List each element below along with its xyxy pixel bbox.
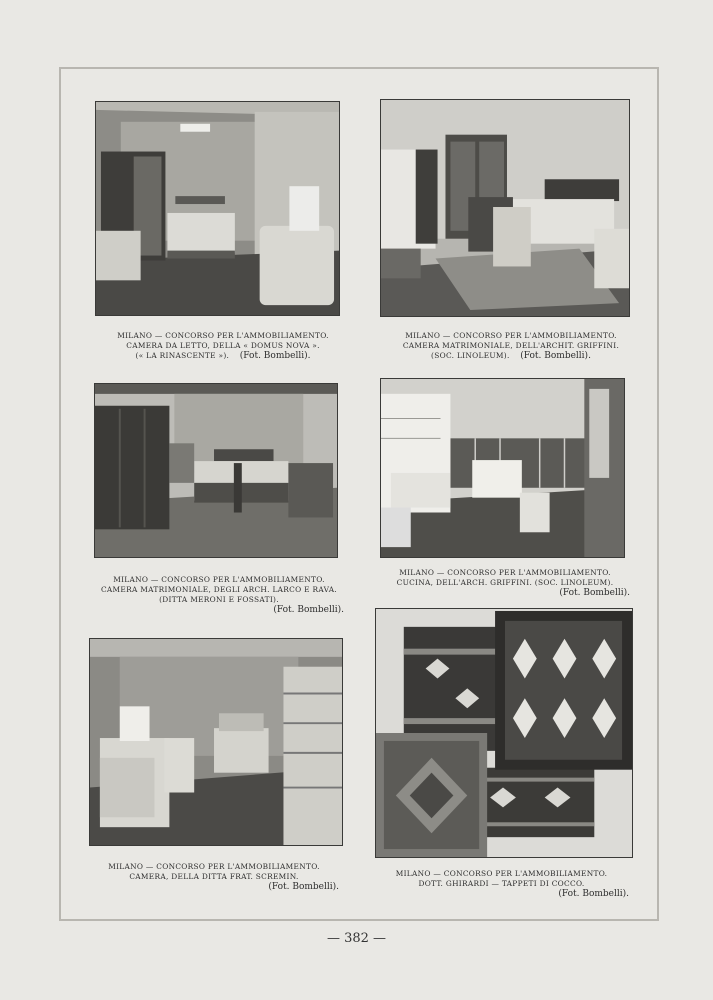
caption-1 [98,331,348,361]
photo-bedroom-larco-rava [94,383,338,558]
caption-1-credit: (Fot. Bombelli). [239,351,311,361]
caption-5-line2: CAMERA, DELLA DITTA FRAT. SCREMIN. [129,872,299,881]
caption-6-credit: (Fot. Bombelli). [558,889,629,899]
caption-3-line1: MILANO — CONCORSO PER L'AMMOBILIAMENTO. [113,575,325,584]
caption-3 [94,575,344,615]
caption-3-line3: (DITTA MERONI E FOSSATI). [159,595,279,604]
photo-room-scremin [89,638,343,846]
caption-5-credit: (Fot. Bombelli). [268,882,339,892]
caption-6-line2: DOTT. GHIRARDI — TAPPETI DI COCCO. [418,879,585,888]
caption-1-line2: CAMERA DA LETTO, DELLA « DOMUS NOVA ». [126,341,320,350]
caption-1-line3: (« LA RINASCENTE »). [135,351,230,360]
caption-2-line3: (SOC. LINOLEUM). [431,351,510,360]
caption-3-line2: CAMERA MATRIMONIALE, DEGLI ARCH. LARCO E RAVA. [100,585,338,594]
caption-2-line1: MILANO — CONCORSO PER L'AMMOBILIAMENTO. [405,331,617,340]
photo-coconut-rugs [375,608,633,858]
page-number: — 382 — [326,931,387,946]
caption-4 [380,568,630,598]
caption-5-line1: MILANO — CONCORSO PER L'AMMOBILIAMENTO. [108,862,320,871]
photo-bedroom-domus-nova [95,101,340,316]
caption-3-credit: (Fot. Bombelli). [273,605,344,615]
caption-5 [89,862,339,892]
caption-4-line1: MILANO — CONCORSO PER L'AMMOBILIAMENTO. [399,568,611,577]
caption-4-line2: CUCINA, DELL'ARCH. GRIFFINI. (SOC. LINOLEUM). [396,578,614,587]
photo-bedroom-griffini [380,99,630,317]
caption-6 [374,869,629,899]
caption-4-credit: (Fot. Bombelli). [559,588,630,598]
caption-6-line1: MILANO — CONCORSO PER L'AMMOBILIAMENTO. [395,869,608,878]
caption-2-credit: (Fot. Bombelli). [520,351,591,361]
caption-1-line1: MILANO — CONCORSO PER L'AMMOBILIAMENTO. [117,331,329,340]
photo-kitchen-griffini [380,378,625,558]
caption-2 [386,331,636,361]
caption-2-line2: CAMERA MATRIMONIALE, DELL'ARCHIT. GRIFFINI. [402,341,620,350]
